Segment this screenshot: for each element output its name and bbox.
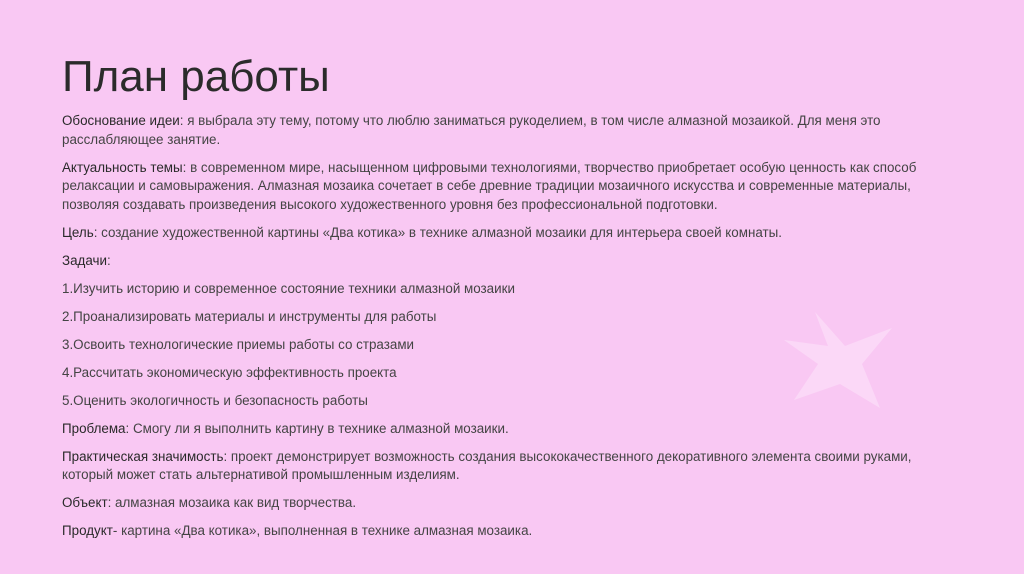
task-item	[62, 308, 942, 327]
paragraph-justification	[62, 112, 942, 149]
paragraph-text: - картина «Два котика», выполненная в технике алмазная мозаика.	[112, 523, 533, 538]
paragraph-label: Задачи	[62, 252, 107, 268]
paragraph-significance	[62, 448, 942, 485]
task-text: 3.Освоить технологические приемы работы со стразами	[62, 336, 415, 352]
paragraph-object	[62, 494, 942, 513]
paragraph-label: Проблема	[62, 420, 126, 436]
task-item	[62, 280, 942, 299]
paragraph-text: : создание художественной картины «Два котика» в технике алмазной мозаики для интерьера своей комнаты.	[93, 224, 782, 240]
paragraph-text: : алмазная мозаика как вид творчества.	[107, 495, 357, 510]
paragraph-text: : Смогу ли я выполнить картину в технике алмазной мозаики.	[125, 420, 509, 436]
paragraph-label: Объект	[62, 495, 108, 510]
task-text: 4.Рассчитать экономическую эффективность проекта	[62, 364, 397, 380]
task-text: 2.Проанализировать материалы и инструменты для работы	[62, 308, 437, 324]
paragraph-label: Актуальность темы	[62, 159, 183, 175]
paragraph-problem	[62, 420, 942, 439]
paragraph-goal	[62, 224, 942, 243]
paragraph-label: Практическая значимость	[62, 448, 224, 464]
paragraph-relevance	[62, 159, 942, 215]
paragraph-text: : в современном мире, насыщенном цифровыми технологиями, творчество приобретает особую ценность как способ релаксации и самовыражения. Алмазная мозаика сочетает в себе древние традиции мозаичного искусства и современные материалы, позволяя создавать произведения высокого художественного уровня без профессиональной подготовки.	[62, 159, 917, 212]
page-title: План работы	[62, 52, 330, 101]
paragraph-label: Обоснование идеи	[62, 113, 180, 128]
slide-body	[62, 112, 942, 550]
task-item	[62, 364, 942, 383]
paragraph-label: Цель	[62, 224, 94, 240]
paragraph-text: :	[106, 252, 111, 268]
paragraph-tasks	[62, 252, 942, 271]
paragraph-text: : проект демонстрирует возможность создания высококачественного декоративного элемента своими руками, который может стать альтернативой промышленным изделиям.	[62, 448, 912, 482]
paragraph-label: Продукт	[62, 523, 113, 538]
paragraph-product	[62, 522, 942, 541]
task-item	[62, 336, 942, 355]
task-text: 1.Изучить историю и современное состояние техники алмазной мозаики	[62, 280, 515, 296]
task-item	[62, 392, 942, 411]
task-text: 5.Оценить экологичность и безопасность работы	[62, 392, 368, 408]
paragraph-text: : я выбрала эту тему, потому что люблю заниматься рукоделием, в том числе алмазной мозаикой. Для меня это расслабляющее занятие.	[62, 113, 881, 147]
